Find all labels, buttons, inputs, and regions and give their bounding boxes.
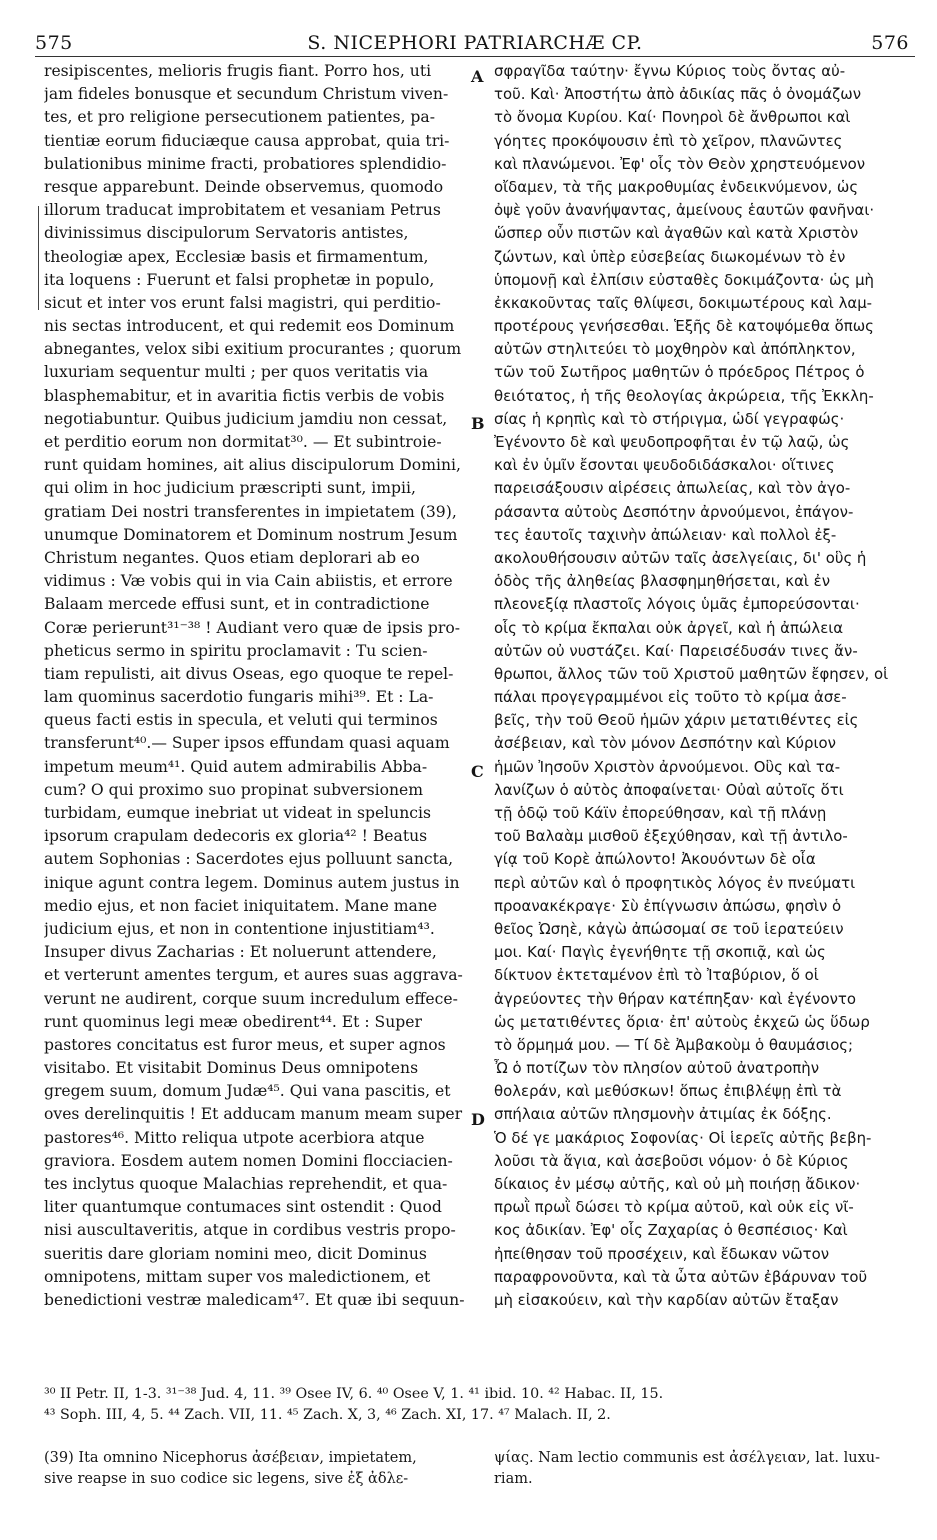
latin-text-line: gratiam Dei nostri transferentes in impietatem (39), [44, 502, 457, 521]
greek-text-line: αὐτῶν στηλιτεύει τὸ μοχθηρὸν καὶ ἀπόπληκτον, [494, 340, 856, 359]
latin-text-line: transferunt⁴⁰.— Super ipsos effundam quasi aquam [44, 734, 450, 753]
latin-text-line: resipiscentes, melioris frugis fiant. Porro hos, uti [44, 62, 432, 80]
running-title: S. NICEPHORI PATRIARCHÆ CP. [307, 32, 643, 54]
latin-text-line: qui olim in hoc judicium præscripti sunt, impii, [44, 479, 416, 498]
greek-text-line: παραφρονοῦντα, καὶ τὰ ὦτα αὐτῶν ἐβάρυναν τοῦ [494, 1267, 868, 1286]
latin-text-line: Balaam mercede effusi sunt, et in contradictione [44, 595, 430, 614]
latin-text-line: tes inclytus quoque Malachias reprehendit, et qua- [44, 1175, 448, 1193]
latin-column [44, 60, 469, 1312]
latin-text-line: negotiabuntur. Quibus judicium jamdiu non cessat, [44, 409, 448, 428]
latin-text-line: liter quantumque contumaces sint ostendit : Quod [44, 1198, 442, 1217]
latin-text-line: divinissimus discipulorum Servatoris antistes, [44, 224, 409, 243]
margin-rule [38, 206, 39, 310]
latin-text-line: Coræ perierunt³¹⁻³⁸ ! Audiant vero quæ de ipsis pro- [44, 618, 460, 637]
latin-text-line: Insuper divus Zacharias : Et noluerunt attendere, [44, 943, 437, 962]
latin-text-line: inique agunt contra legem. Dominus autem justus in [44, 873, 460, 892]
margin-letter-b: B [471, 414, 485, 433]
footnote-left [44, 1448, 469, 1490]
latin-text-line: ita loquens : Fuerunt et falsi prophetæ in populo, [44, 270, 435, 289]
greek-text-line: ὁδὸς τῆς ἀληθείας βλασφημηθήσεται, καὶ ἐν [494, 572, 831, 591]
greek-column [494, 60, 914, 1312]
footnote-right [494, 1448, 914, 1490]
greek-text-line: σπήλαια αὐτῶν πλησμονὴν ἀτιμίας ἐκ δόξης. [494, 1105, 832, 1124]
margin-letter-a: A [471, 67, 484, 86]
greek-text-line: δίκτυον ἐκτεταμένον ἐπὶ τὸ Ἰταβύριον, ὅ οἱ [494, 966, 819, 985]
latin-text-line: impetum meum⁴¹. Quid autem admirabilis Abba- [44, 757, 428, 776]
latin-text-line: benedictioni vestræ maledicam⁴⁷. Et quæ ibi sequun- [44, 1290, 465, 1309]
footnote-line: riam. [494, 1471, 533, 1487]
latin-text-line: illorum traducat improbitatem et vesaniam Petrus [44, 201, 441, 220]
latin-text-line: ipsorum crapulam dedecoris ex gloria⁴² ! Beatus [44, 827, 428, 846]
reference-line: ³⁰ II Petr. II, 1-3. ³¹⁻³⁸ Jud. 4, 11. ³⁹ Osee IV, 6. ⁴⁰ Osee V, 1. ⁴¹ ibid. 10. ⁴² Habac. II, 15. [44, 1386, 664, 1402]
latin-text-line: lam quominus sacerdotio fungaris mihi³⁹. Et : La- [44, 688, 434, 707]
latin-text-line: bulationibus minime fracti, probatiores splendidio- [44, 154, 447, 173]
latin-text-line: gregem suum, domum Judæ⁴⁵. Qui vana pascitis, et [44, 1082, 451, 1101]
greek-text-line: ὥσπερ οὖν πιστῶν καὶ ἀγαθῶν καὶ κατὰ Χριστὸν [494, 224, 859, 243]
latin-text-line: queus facti estis in specula, et veluti qui terminos [44, 711, 438, 730]
greek-text-line: αὐτῶν οὐ νυστάζει. Καί· Παρεισέδυσάν τινες ἄν- [494, 641, 858, 660]
greek-text-line: καὶ ἐν ὑμῖν ἔσονται ψευδοδιδάσκαλοι· οἵτινες [494, 456, 835, 475]
footnote-line: sive reapse in suo codice sic legens, sive ἐξ ἀδλε- [44, 1471, 409, 1487]
greek-text-line: οἷς τὸ κρίμα ἔκπαλαι οὐκ ἀργεῖ, καὶ ἡ ἀπώλεια [494, 618, 844, 637]
latin-text-line: visitabo. Et visitabit Dominus Deus omnipotens [44, 1059, 419, 1078]
greek-text-line: ὡς μετατιθέντες ὅρια· ἐπ' αὐτοὺς ἐκχεῶ ὡς ὕδωρ [494, 1012, 870, 1031]
greek-text-line: βεῖς, τὴν τοῦ Θεοῦ ἡμῶν χάριν μετατιθέντες εἰς [494, 711, 859, 730]
latin-text-line: unumque Dominatorem et Dominum nostrum Jesum [44, 525, 458, 544]
greek-text-line: κος ἀδικίαν. Ἐφ' οἷς Ζαχαρίας ὁ θεσπέσιος· Καὶ [494, 1221, 848, 1240]
latin-text-line: nis sectas introducent, et qui redemit eos Dominum [44, 317, 455, 336]
greek-text-line: ἀσέβειαν, καὶ τὸν μόνον Δεσπότην καὶ Κύριον [494, 734, 836, 753]
greek-text-line: ζώντων, καὶ ὑπὲρ εὐσεβείας διωκομένων τὸ ἐν [494, 247, 846, 266]
greek-text-line: περὶ αὐτῶν καὶ ὁ προφητικὸς λόγος ἐν πνεύματι [494, 873, 856, 892]
latin-text-line: jam fideles bonusque et secundum Christum viven- [44, 85, 449, 104]
greek-text-line: προτέρους γενήσεσθαι. Ἑξῆς δὲ κατοψόμεθα ὅπως [494, 317, 874, 336]
latin-text-line: turbidam, eumque inebriat ut videat in speluncis [44, 804, 431, 822]
latin-text-line: autem Sophonias : Sacerdotes ejus polluunt sancta, [44, 850, 454, 869]
greek-text-line: καὶ πλανώμενοι. Ἐφ' οἷς τὸν Θεὸν χρηστευόμενον [494, 154, 866, 173]
latin-text-line: abnegantes, velox sibi exitium procurantes ; quorum [44, 340, 462, 359]
greek-text-line: μὴ εἰσακούειν, καὶ τὴν καρδίαν αὐτῶν ἔταξαν [494, 1290, 839, 1309]
greek-text-line: τὸ ὅρμημά μου. — Τί δὲ Ἀμβακοὺμ ὁ θαυμάσιος; [494, 1035, 854, 1054]
latin-text-line: runt quidam homines, ait alius discipulorum Domini, [44, 456, 461, 475]
latin-text-line: vidimus : Væ vobis qui in via Cain abiistis, et errore [44, 572, 453, 591]
latin-text-line: sicut et inter vos erunt falsi magistri, qui perditio- [44, 293, 441, 312]
greek-text-line: παρεισάξουσιν αἱρέσεις ἀπωλείας, καὶ τὸν ἀγο- [494, 479, 851, 498]
latin-text-line: graviora. Eosdem autem nomen Domini flocciacien- [44, 1151, 453, 1170]
greek-text-line: λανίζων ὁ αὐτὸς ἀποφαίνεται· Οὐαὶ αὐτοῖς ὅτι [494, 780, 844, 799]
greek-text-line: Ὁ δέ γε μακάριος Σοφονίας· Οἱ ἱερεῖς αὐτῆς βεβη- [494, 1128, 872, 1147]
latin-text-line: tes, et pro religione persecutionem patientes, pa- [44, 108, 435, 127]
greek-text-line: τῇ ὁδῷ τοῦ Κάϊν ἐπορεύθησαν, καὶ τῇ πλάνῃ [494, 804, 827, 822]
running-header [35, 30, 915, 57]
greek-text-line: προανακέκραγε· Σὺ ἐπίγνωσιν ἀπώσω, φησὶν ὁ [494, 896, 842, 915]
latin-text-line: nisi auscultaveritis, atque in cordibus vestris propo- [44, 1221, 456, 1240]
latin-text-line: resque apparebunt. Deinde observemus, quomodo [44, 177, 444, 196]
greek-text-line: τοῦ Βαλαὰμ μισθοῦ ἐξεχύθησαν, καὶ τῇ ἀντιλο- [494, 827, 848, 846]
page-number-right: 576 [871, 32, 909, 54]
latin-text-line: medio ejus, et non faciet iniquitatem. Mane mane [44, 896, 438, 915]
greek-text-line: θειότατος, ἡ τῆς θεολογίας ἀκρώρεια, τῆς Ἐκκλη- [494, 386, 874, 405]
greek-text-line: ράσαντα αὐτοὺς Δεσπότην ἀρνούμενοι, ἐπάγον- [494, 502, 854, 521]
greek-text-line: πρωῒ πρωῒ δώσει τὸ κρίμα αὐτοῦ, καὶ οὐκ εἰς νῖ- [494, 1198, 854, 1217]
latin-text-line: verunt ne audirent, corque suum incredulum effece- [44, 989, 458, 1008]
greek-text-line: μοι. Καί· Παγὶς ἐγενήθητε τῇ σκοπιᾷ, καὶ ὡς [494, 943, 826, 962]
latin-text-line: oves derelinquitis ! Et adducam manum meam super [44, 1105, 463, 1124]
reference-line: ⁴³ Soph. III, 4, 5. ⁴⁴ Zach. VII, 11. ⁴⁵ Zach. X, 3, ⁴⁶ Zach. XI, 17. ⁴⁷ Malach. II, 2. [44, 1407, 611, 1423]
greek-text-line: ὑπομονῇ καὶ ἐλπίσιν εὐσταθὲς δοκιμάζοντα· ὡς μὴ [494, 270, 874, 289]
scripture-references [44, 1384, 914, 1426]
greek-text-line: γίᾳ τοῦ Κορὲ ἀπώλοντο! Ἀκουόντων δὲ οἷα [494, 850, 816, 869]
latin-text-line: theologiæ apex, Ecclesiæ basis et firmamentum, [44, 247, 429, 266]
greek-text-line: πλεονεξίᾳ πλαστοῖς λόγοις ὑμᾶς ἐμπορεύσονται· [494, 595, 860, 614]
greek-text-line: ἀγρεύοντες τὴν θήραν κατέπηξαν· καὶ ἐγένοντο [494, 989, 856, 1008]
greek-text-line: θολεράν, καὶ μεθύσκων! ὅπως ἐπιβλέψῃ ἐπὶ τὰ [494, 1082, 842, 1101]
latin-text-line: et verterunt amentes tergum, et aures suas aggrava- [44, 966, 463, 985]
page-number-left: 575 [35, 32, 73, 54]
footnote-line: ψίας. Nam lectio communis est ἀσέλγειαν, lat. luxu- [494, 1450, 880, 1466]
greek-text-line: τοῦ. Καὶ· Ἀποστήτω ἀπὸ ἀδικίας πᾶς ὁ ὀνομάζων [494, 85, 862, 104]
greek-text-line: Ὦ ὁ ποτίζων τὸν πλησίον αὐτοῦ ἀνατροπὴν [494, 1059, 820, 1078]
latin-text-line: sueritis dare gloriam nomini meo, dicit Dominus [44, 1244, 427, 1263]
greek-text-line: ακολουθήσουσιν αὐτῶν ταῖς ἀσελγείαις, δι' οὓς ἡ [494, 548, 867, 567]
greek-text-line: Ἐγένοντο δὲ καὶ ψευδοπροφῆται ἐν τῷ λαῷ, ὡς [494, 433, 850, 451]
latin-text-line: Christum negantes. Quos etiam deplorari ab eo [44, 548, 420, 567]
greek-text-line: οἴδαμεν, τὰ τῆς μακροθυμίας ἐνδεικνύμενον, ὡς [494, 177, 859, 196]
greek-text-line: τες ἑαυτοῖς ταχινὴν ἀπώλειαν· καὶ πολλοὶ ἐξ- [494, 525, 837, 544]
latin-text-line: cum? O qui proximo suo propinat subversionem [44, 780, 424, 799]
latin-text-line: luxuriam sequentur multi ; per quos veritatis via [44, 363, 429, 382]
latin-text-line: pheticus sermo in spiritu proclamavit : Tu scien- [44, 641, 428, 660]
latin-text-line: et perditio eorum non dormitat³⁰. — Et subintroie- [44, 433, 442, 451]
latin-text-line: omnipotens, mittam super vos maledictionem, et [44, 1267, 431, 1286]
greek-text-line: λοῦσι τὰ ἅγια, καὶ ἀσεβοῦσι νόμον· ὁ δὲ Κύριος [494, 1151, 849, 1170]
greek-text-line: θεῖος Ὠσηὲ, κἀγὼ ἀπώσομαί σε τοῦ ἱερατεύειν [494, 919, 844, 938]
greek-text-line: ἠπείθησαν τοῦ προσέχειν, καὶ ἔδωκαν νῶτον [494, 1244, 830, 1263]
greek-text-line: ἐκκακοῦντας ταῖς θλίψεσι, δοκιμωτέρους καὶ λαμ- [494, 293, 873, 312]
latin-text-line: pastores concitatus est furor meus, et super agnos [44, 1035, 446, 1054]
latin-text-line: blasphemabitur, et in avaritia fictis verbis de vobis [44, 386, 445, 405]
latin-text-line: tientiæ eorum fiduciæque causa approbat, quia tri- [44, 131, 450, 150]
latin-text-line: runt quominus legi meæ obedirent⁴⁴. Et : Super [44, 1012, 422, 1031]
margin-letter-c: C [471, 762, 484, 781]
greek-text-line: θρωποι, ἄλλος τῶν τοῦ Χριστοῦ μαθητῶν ἔφησεν, οἱ [494, 664, 889, 683]
greek-text-line: σφραγῖδα ταύτην· ἔγνω Κύριος τοὺς ὄντας αὐ- [494, 62, 846, 80]
greek-text-line: δίκαιος ἐν μέσῳ αὐτῆς, καὶ οὐ μὴ ποιήσῃ ἄδικον· [494, 1175, 861, 1193]
latin-text-line: pastores⁴⁶. Mitto reliqua utpote acerbiora atque [44, 1128, 425, 1147]
greek-text-line: τῶν τοῦ Σωτῆρος μαθητῶν ὁ πρόεδρος Πέτρος ὁ [494, 363, 865, 382]
greek-text-line: πάλαι προγεγραμμένοι εἰς τοῦτο τὸ κρίμα ἀσε- [494, 688, 847, 707]
latin-text-line: tiam repulisti, ait divus Oseas, ego quoque te repel- [44, 664, 454, 683]
margin-letter-d: D [471, 1110, 485, 1129]
greek-text-line: τὸ ὄνομα Κυρίου. Καί· Πονηροὶ δὲ ἄνθρωποι καὶ [494, 108, 851, 127]
footnote-line: (39) Ita omnino Nicephorus ἀσέβειαν, impietatem, [44, 1450, 417, 1466]
greek-text-line: ἡμῶν Ἰησοῦν Χριστὸν ἀρνούμενοι. Οὓς καὶ τα- [494, 757, 841, 776]
greek-text-line: σίας ἡ κρηπὶς καὶ τὸ στήριγμα, ὡδί γεγραφώς· [494, 409, 845, 428]
greek-text-line: ὀψὲ γοῦν ἀνανήψαντας, ἀμείνους ἑαυτῶν φανῆναι· [494, 201, 875, 220]
greek-text-line: γόητες προκόψουσιν ἐπὶ τὸ χεῖρον, πλανῶντες [494, 131, 843, 150]
latin-text-line: judicium ejus, et non in contentione injustitiam⁴³. [44, 919, 435, 938]
